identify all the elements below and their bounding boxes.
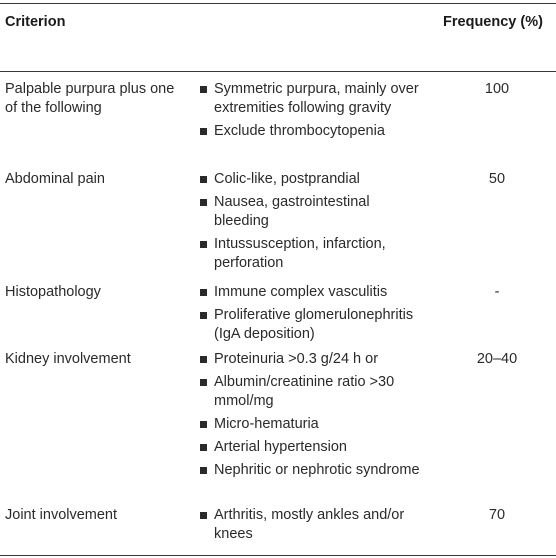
list-item: Arterial hypertension bbox=[200, 438, 420, 457]
items-cell bbox=[200, 350, 420, 480]
items-cell bbox=[200, 283, 420, 344]
criterion-cell: Joint involvement bbox=[5, 507, 118, 523]
criterion-cell: Kidney involvement bbox=[5, 351, 131, 367]
list-item: Nephritic or nephrotic syndrome bbox=[200, 461, 420, 480]
table-top-rule bbox=[0, 3, 556, 4]
bullet-icon bbox=[200, 199, 207, 206]
bullet-icon bbox=[200, 289, 207, 296]
bullet-icon bbox=[200, 512, 207, 519]
items-cell bbox=[200, 80, 420, 141]
bullet-icon bbox=[200, 356, 207, 363]
bullet-icon bbox=[200, 467, 207, 474]
items-cell bbox=[200, 506, 420, 544]
criterion-cell: Palpable purpura plus one of the following bbox=[5, 81, 175, 116]
items-cell bbox=[200, 170, 420, 273]
bullet-icon bbox=[200, 128, 207, 135]
table-bottom-rule bbox=[0, 555, 556, 556]
list-item: Proliferative glomerulonephritis (IgA deposition) bbox=[200, 306, 420, 344]
list-item: Proteinuria >0.3 g/24 h or bbox=[200, 350, 420, 369]
list-item: Micro-hematuria bbox=[200, 415, 420, 434]
frequency-cell: 70 bbox=[488, 507, 506, 523]
list-item: Immune complex vasculitis bbox=[200, 283, 420, 302]
bullet-icon bbox=[200, 379, 207, 386]
table-header-rule bbox=[0, 71, 556, 72]
frequency-cell: 100 bbox=[484, 81, 510, 97]
list-item: Colic-like, postprandial bbox=[200, 170, 420, 189]
bullet-icon bbox=[200, 421, 207, 428]
frequency-cell: 20–40 bbox=[476, 351, 518, 367]
list-item: Intussusception, infarction, perforation bbox=[200, 235, 420, 273]
criterion-cell: Histopathology bbox=[5, 284, 101, 300]
header-criterion: Criterion bbox=[5, 14, 66, 30]
frequency-cell: 50 bbox=[488, 171, 506, 187]
list-item: Symmetric purpura, mainly over extremities following gravity bbox=[200, 80, 420, 118]
bullet-icon bbox=[200, 86, 207, 93]
criterion-cell: Abdominal pain bbox=[5, 171, 105, 187]
frequency-cell: - bbox=[494, 284, 500, 300]
list-item: Exclude thrombocytopenia bbox=[200, 122, 420, 141]
list-item: Albumin/creatinine ratio >30 mmol/mg bbox=[200, 373, 420, 411]
bullet-icon bbox=[200, 312, 207, 319]
bullet-icon bbox=[200, 444, 207, 451]
header-frequency: Frequency (%) bbox=[443, 14, 543, 30]
bullet-icon bbox=[200, 241, 207, 248]
list-item: Arthritis, mostly ankles and/or knees bbox=[200, 506, 420, 544]
bullet-icon bbox=[200, 176, 207, 183]
list-item: Nausea, gastrointestinal bleeding bbox=[200, 193, 420, 231]
